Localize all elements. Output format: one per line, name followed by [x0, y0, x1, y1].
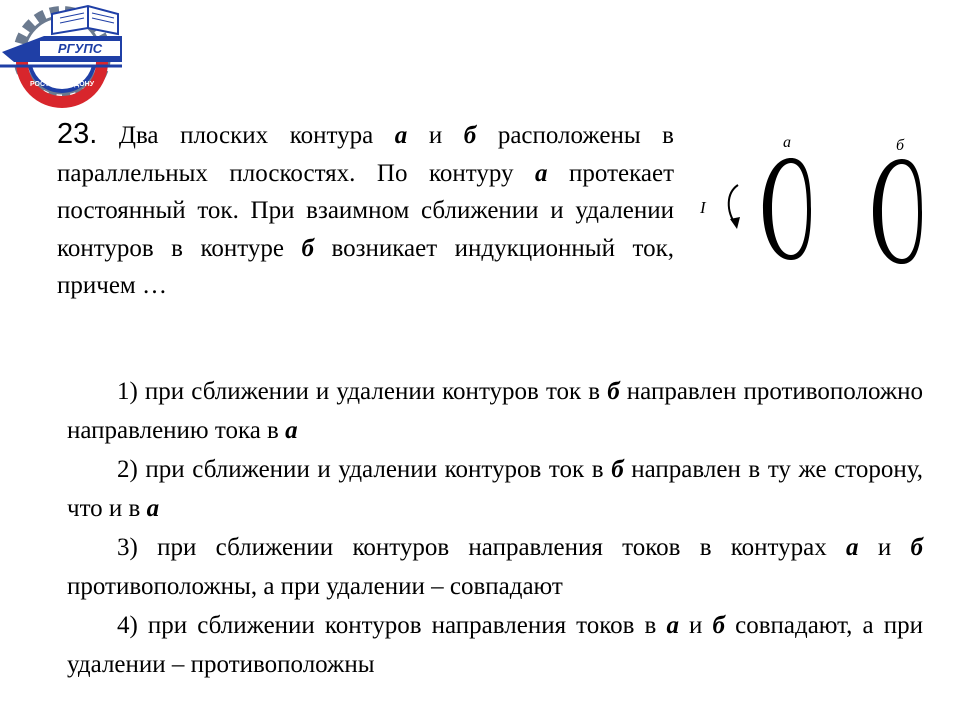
contour-b [873, 159, 922, 264]
logo-text: РГУПС [57, 41, 103, 56]
answer-option-2[interactable]: 2) при сближении и удалении контуров ток в б направлен в ту же сторону, что и в а [67, 456, 923, 522]
university-logo [0, 0, 122, 112]
answer-options [67, 372, 923, 684]
question-number: 23. [57, 118, 98, 150]
question-text: 23. Два плоских контура а и б расположены в параллельных плоскостях. По контуру а протекает постоянный ток. При взаимном сближении и удалении контуров в контуре б возникает индукционный ток, причем … [57, 118, 674, 299]
contours-diagram [690, 125, 930, 275]
contour-b-ref: б [463, 122, 477, 149]
current-label: I [700, 198, 706, 217]
contour-a-ref: а [394, 122, 408, 149]
contour-b-label: б [895, 137, 905, 154]
contour-a-label: а [783, 134, 791, 151]
contour-a [763, 158, 811, 260]
logo-ring-text: РОСТОВ-НА-ДОНУ [29, 81, 95, 88]
answer-option-4[interactable]: 4) при сближении контуров направления токов в а и б совпадают, а при удалении – противоположны [67, 612, 923, 678]
answer-option-3[interactable]: 3) при сближении контуров направления токов в контурах а и б противоположны, а при удалении – совпадают [67, 534, 923, 600]
contour-b-ref: б [301, 234, 314, 262]
answer-option-1[interactable]: 1) при сближении и удалении контуров ток в б направлен противоположно направлению тока в а [67, 378, 923, 444]
contour-a-ref: а [535, 159, 548, 187]
